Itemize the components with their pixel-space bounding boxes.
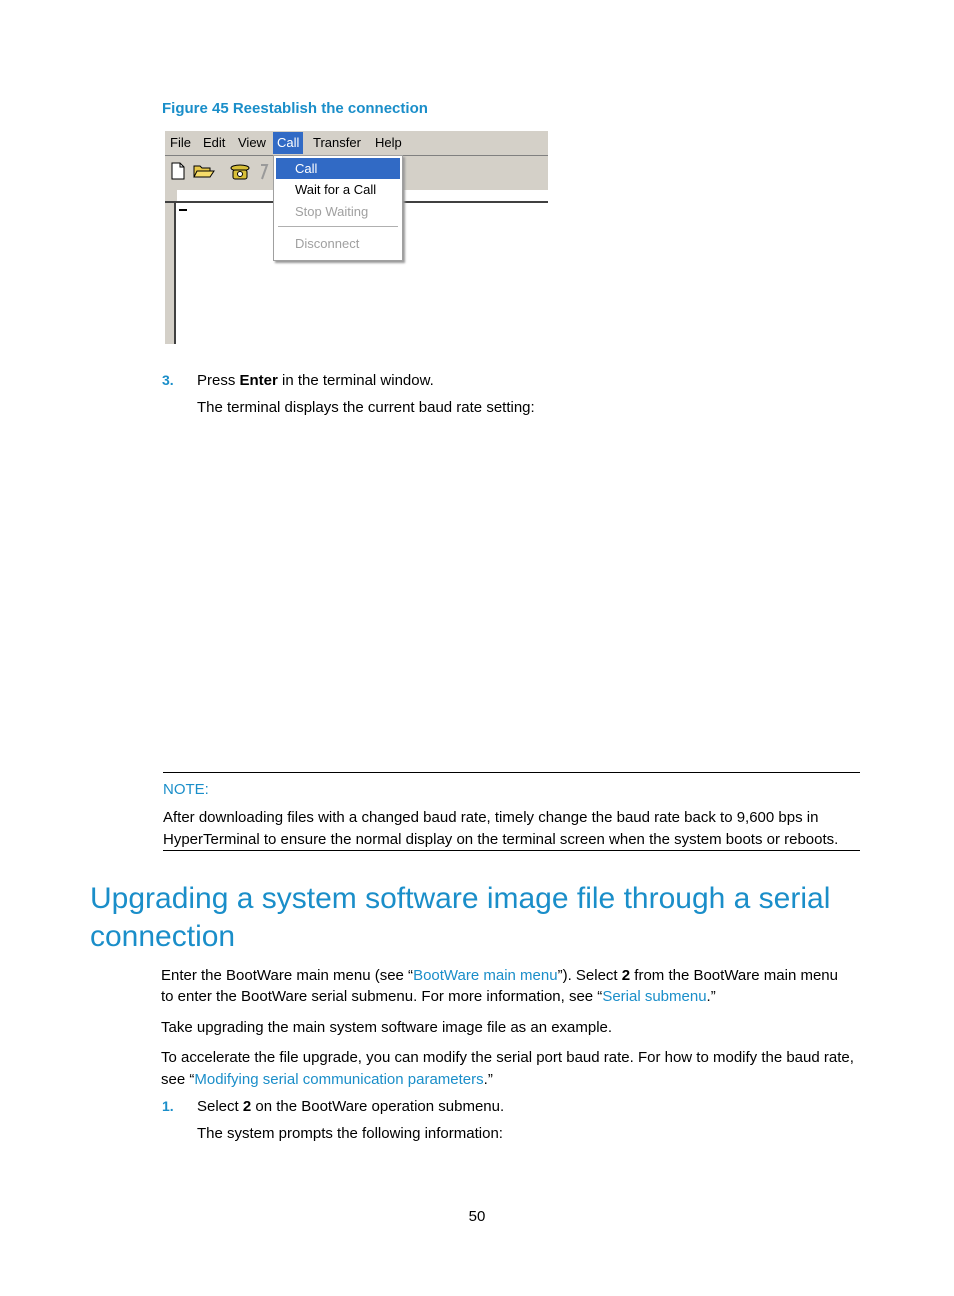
p3-text-b: see “ <box>161 1071 195 1088</box>
call-dropdown-menu <box>273 155 403 261</box>
para3-line2 <box>161 1071 493 1088</box>
note-label: NOTE: <box>163 781 209 798</box>
para1-line2 <box>161 988 716 1005</box>
terminal-cursor <box>179 209 187 211</box>
menu-separator <box>278 226 398 227</box>
menu-file[interactable]: File <box>170 135 191 150</box>
menu-call[interactable]: Call <box>273 132 303 154</box>
hangup-icon[interactable] <box>259 163 269 181</box>
heading-line-1: Upgrading a system software image file through a serial <box>90 882 831 915</box>
menu-item-call[interactable]: Call <box>276 158 400 179</box>
menu-view[interactable]: View <box>238 135 266 150</box>
step3-sub: The terminal displays the current baud rate setting: <box>197 399 535 416</box>
step-number: 3. <box>162 372 174 388</box>
menu-help[interactable]: Help <box>375 135 402 150</box>
p1-text-a: Enter the BootWare main menu (see “ <box>161 967 414 984</box>
step-number: 1. <box>162 1098 174 1114</box>
p1-bold: 2 <box>621 967 631 984</box>
figure-caption: Figure 45 Reestablish the connection <box>162 100 428 117</box>
menu-transfer[interactable]: Transfer <box>313 135 361 150</box>
note-line-2: HyperTerminal to ensure the normal display on the terminal screen when the system boots or reboots. <box>163 831 839 848</box>
step1-sub: The system prompts the following information: <box>197 1125 503 1142</box>
terminal-screenshot <box>165 131 548 344</box>
para3-line1: To accelerate the file upgrade, you can modify the serial port baud rate. For how to modify the baud rate, <box>161 1049 854 1066</box>
note-line-1: After downloading files with a changed baud rate, timely change the baud rate back to 9,600 bps in <box>163 809 819 826</box>
link-modifying-serial-parameters[interactable]: Modifying serial communication parameters <box>194 1071 484 1088</box>
menu-item-wait-for-call[interactable]: Wait for a Call <box>295 182 377 197</box>
step3-text-b: in the terminal window. <box>277 372 434 389</box>
p3-text-c: .” <box>483 1071 493 1088</box>
para1-line1 <box>161 967 838 984</box>
new-file-icon[interactable] <box>170 162 186 180</box>
step1-text-b: on the BootWare operation submenu. <box>251 1098 505 1115</box>
menu-bar <box>165 131 548 155</box>
p1-text-d: to enter the BootWare serial submenu. For more information, see “ <box>161 988 603 1005</box>
para2: Take upgrading the main system software image file as an example. <box>161 1019 613 1036</box>
open-folder-icon[interactable] <box>193 163 215 179</box>
step1-bold: 2 <box>242 1098 252 1115</box>
p1-text-b: ”). Select <box>557 967 622 984</box>
step3-bold: Enter <box>239 372 278 389</box>
step3-text-a: Press <box>197 372 240 389</box>
link-serial-submenu[interactable]: Serial submenu <box>602 988 707 1005</box>
menu-edit[interactable]: Edit <box>203 135 226 150</box>
p1-text-e: .” <box>706 988 716 1005</box>
menu-item-stop-waiting: Stop Waiting <box>295 204 369 219</box>
phone-icon[interactable] <box>229 163 251 181</box>
step1-text-a: Select <box>197 1098 243 1115</box>
note-bottom-rule <box>163 850 860 851</box>
section-heading <box>90 880 890 956</box>
menu-item-disconnect: Disconnect <box>295 236 360 251</box>
heading-line-2: connection <box>90 920 236 953</box>
step3-text <box>197 372 434 389</box>
page-number: 50 <box>468 1208 486 1225</box>
step1-text <box>197 1098 504 1115</box>
note-top-rule <box>163 772 860 773</box>
link-bootware-main-menu[interactable]: BootWare main menu <box>413 967 558 984</box>
p1-text-c: from the BootWare main menu <box>630 967 838 984</box>
